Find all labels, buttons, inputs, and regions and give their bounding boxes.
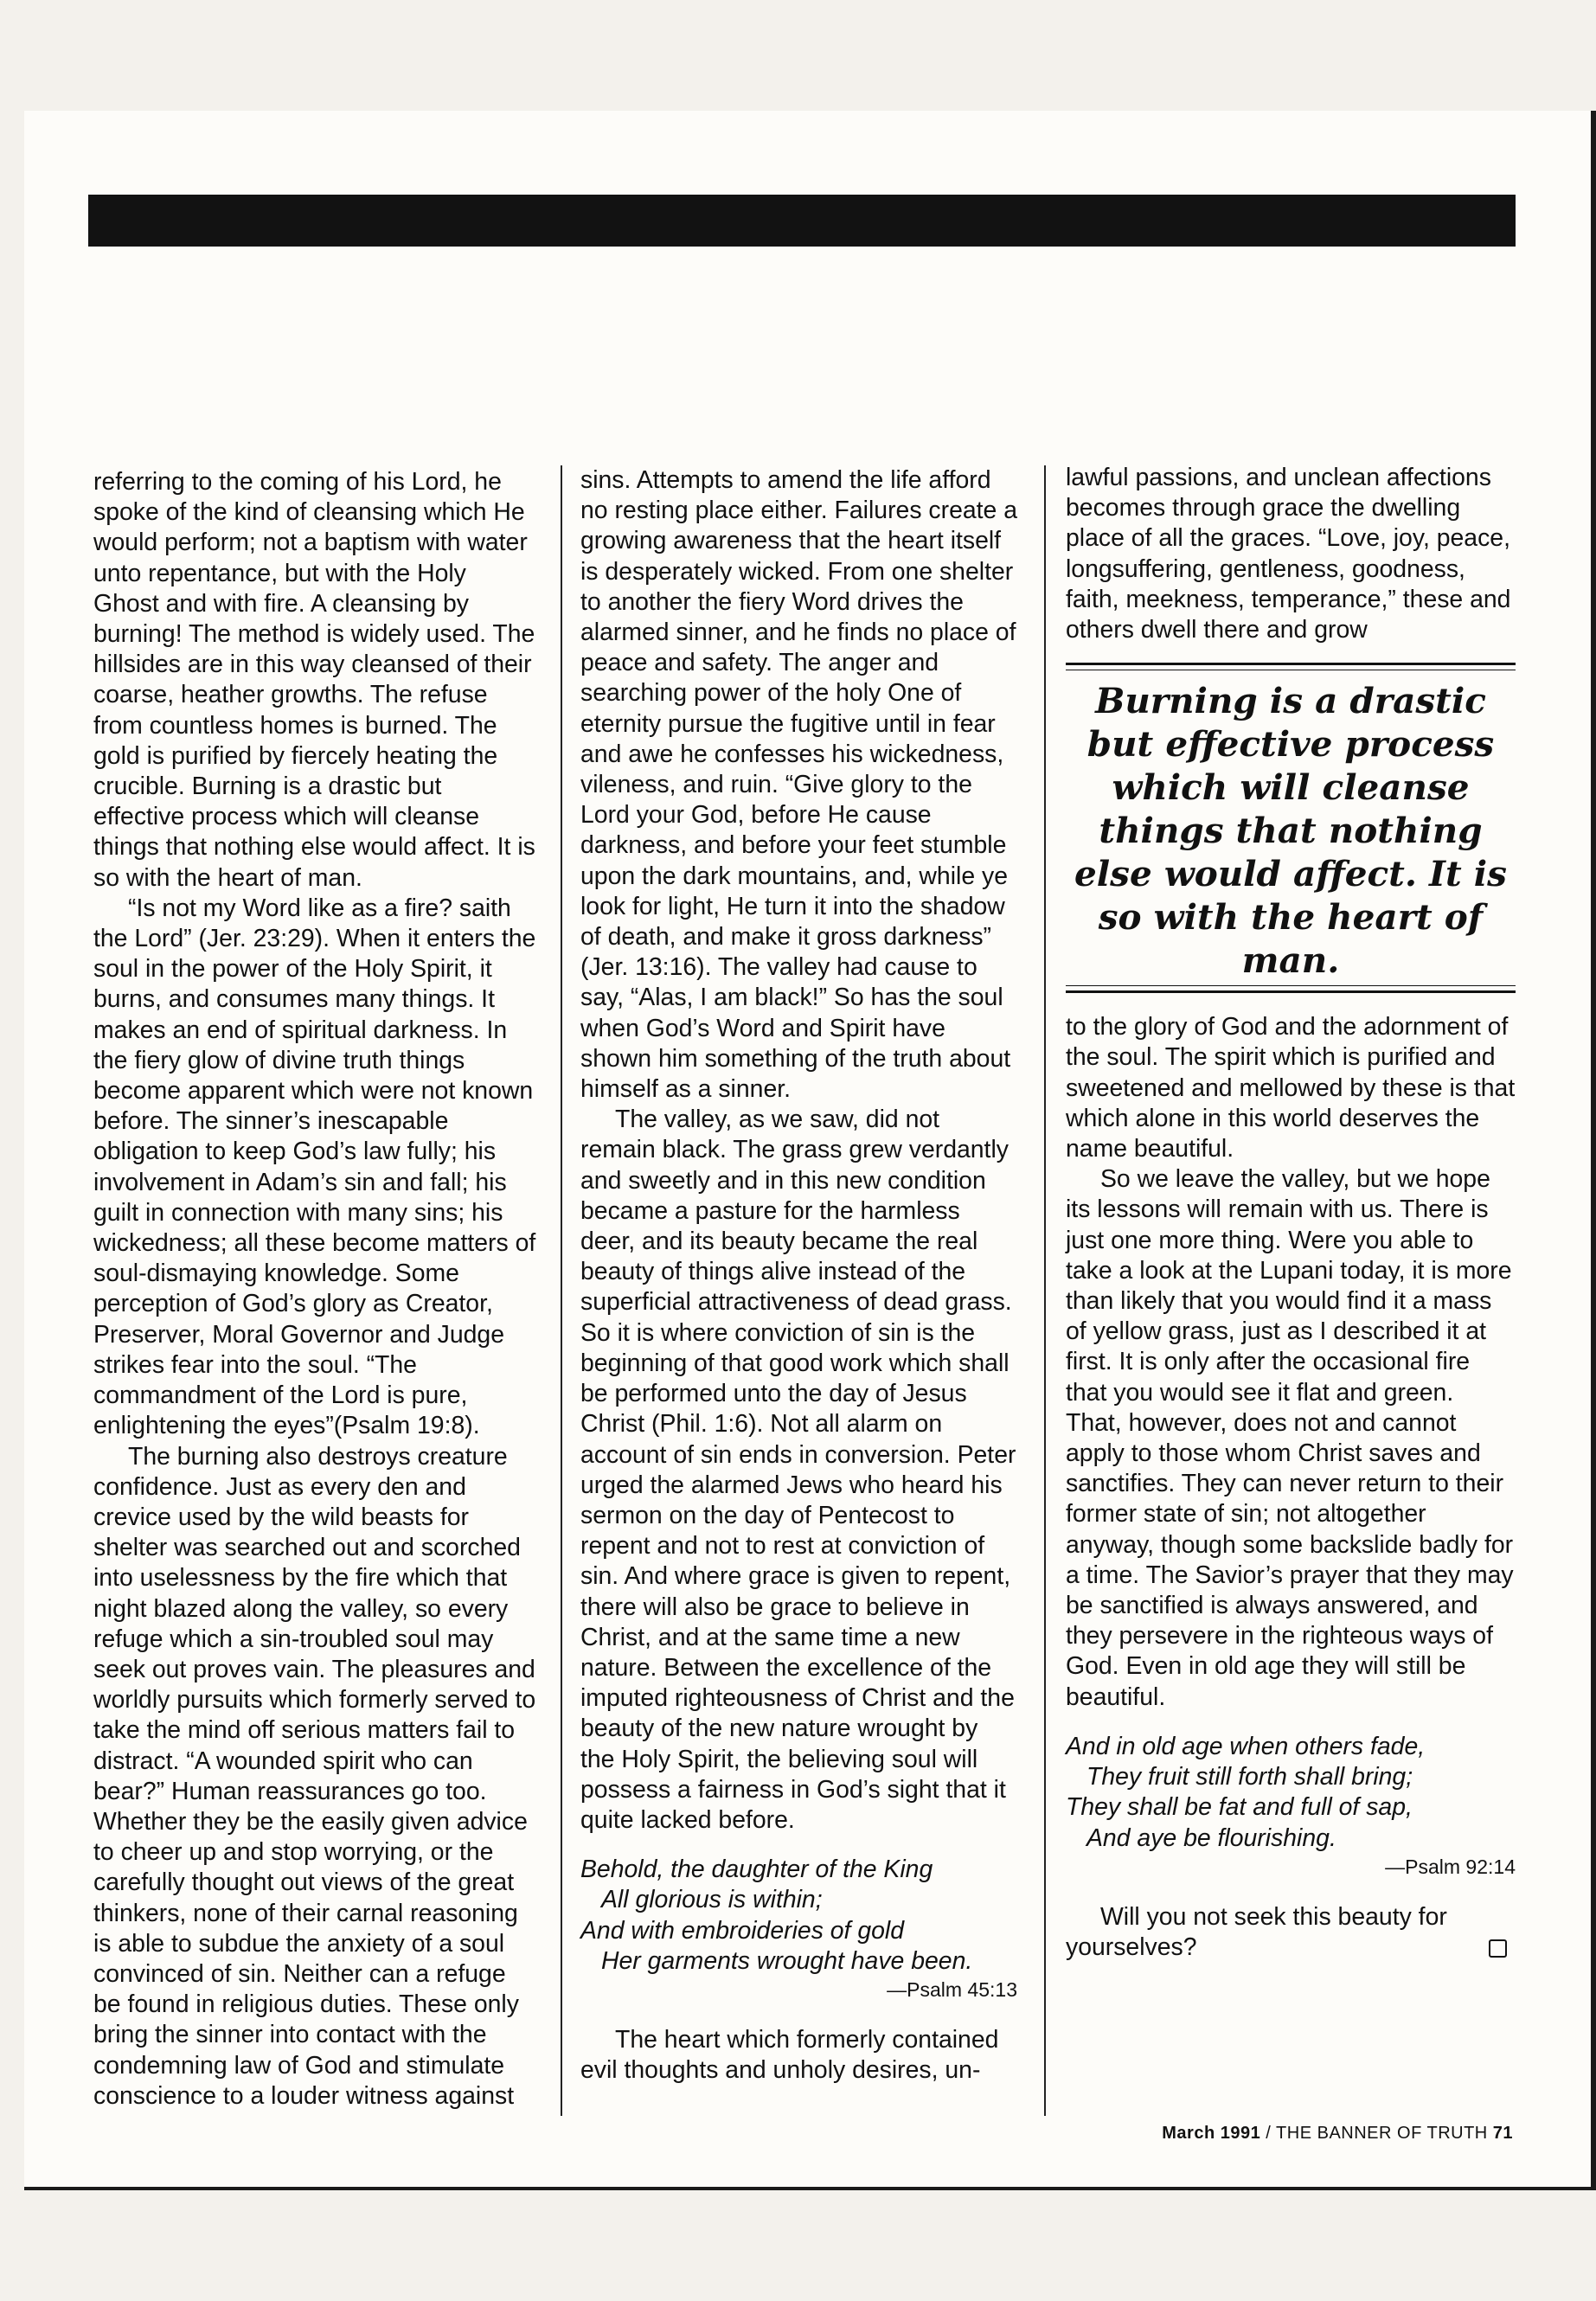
poem-line: Her garments wrought have been. <box>601 1946 973 1975</box>
poem-line: All glorious is within; <box>601 1886 823 1914</box>
paragraph: lawful passions, and unclean affections becomes through grace the dwelling place of all the graces. “Love, joy, peace, longsuffering, gentleness, goodness, faith, meekness, temperance,” these and others dwell there and grow <box>1066 464 1511 644</box>
header-band <box>88 195 1516 247</box>
issue-date: March 1991 <box>1162 2124 1261 2143</box>
paragraph: The burning also destroys creature confidence. Just as every den and crevice used by the wild beasts for shelter was searched out and scorched into uselessness by the fire which that night blazed along the valley, so every refuge which a sin-troubled soul may seek out proves vain. The pleasures and worldly pursuits which formerly served to take the mind off serious matters fail to distract. “A wounded spirit who can bear?” Human reassurances go too. Whether they be the easily given advice to cheer up and stop worrying, or the carefully thought out views of the great thinkers, none of their carnal reasoning is able to subdue the anxiety of a soul convinced of sin. Neither can a refuge be found in religious duties. These only bring the sinner into contact with the condemning law of God and stimulate conscience to a louder witness against <box>93 1442 536 2110</box>
poem-line: And in old age when others fade, <box>1066 1732 1426 1760</box>
page-number: 71 <box>1492 2124 1513 2143</box>
paragraph: sins. Attempts to amend the life afford no resting place either. Failures create a growing awareness that the heart itself is desperately wicked. From one shelter to another the fiery Word drives the alarmed sinner, and he finds no place of peace and safety. The anger and searching power of the holy One of eternity pursue the fugitive until in fear and awe he confesses his wickedness, vileness, and ruin. “Give glory to the Lord your God, before He cause darkness, and before your feet stumble upon the dark mountains, and, while ye look for light, He turn it into the shadow of death, and make it gross darkness” (Jer. 13:16). The valley had cause to say, “Alas, I am black!” So has the soul when God’s Word and Spirit have shown him something of the truth about himself as a sinner. <box>580 466 1018 1104</box>
poem-line: Behold, the daughter of the King <box>580 1856 933 1884</box>
poem-attribution: —Psalm 92:14 <box>1385 1855 1516 1878</box>
poem-line: They fruit still forth shall bring; <box>1086 1763 1413 1791</box>
publication-name: / THE BANNER OF TRUTH <box>1260 2124 1488 2143</box>
closing-paragraph <box>1066 1902 1516 1963</box>
paragraph: The heart which formerly contained evil thoughts and unholy desires, un- <box>580 2025 999 2085</box>
paragraph: The valley, as we saw, did not remain black. The grass grew verdantly and sweetly and in this new condition became a pasture for the harmless deer, and its beauty became the real beauty of things alive instead of the superficial attractiveness of dead grass. So it is where conviction of sin is the beginning of that good work which shall be performed unto the day of Jesus Christ (Phil. 1:6). Not all alarm on account of sin ends in conversion. Peter urged the alarmed Jews who heard his sermon on the day of Pentecost to repent and not to rest at conviction of sin. And where grace is given to repent, there will also be grace to believe in Christ, and at the same time a new nature. Between the excellence of the imputed righteousness of Christ and the beauty of the new nature wrought by the Holy Spirit, the believing soul will possess a fairness in God’s sight that it quite lacked before. <box>580 1106 1016 1834</box>
column-rule-2 <box>1044 465 1046 2116</box>
paragraph: referring to the coming of his Lord, he spoke of the kind of cleansing which He would perform; not a baptism with water unto repentance, but with the Holy Ghost and with fire. A cleansing by burning! The method is widely used. The hillsides are in this way cleansed of their coarse, heather growths. The refuse from countless homes is burned. The gold is purified by fiercely heating the crucible. Burning is a drastic but effective process which will cleanse things that nothing else would affect. It is so with the heart of man. <box>93 468 535 892</box>
column-rule-1 <box>561 465 562 2116</box>
end-mark-icon <box>1489 1939 1507 1958</box>
pull-quote: Burning is a drastic but effective process which will cleanse things that nothing else would affect. It is so with the heart of man. <box>1066 663 1516 993</box>
page-edge-bottom <box>24 2187 1596 2190</box>
poem-line: And aye be flourishing. <box>1086 1823 1336 1852</box>
article-column-1 <box>93 467 536 2112</box>
article-column-3 <box>1066 463 1516 1963</box>
article-column-2 <box>580 465 1017 2086</box>
poem-attribution: —Psalm 45:13 <box>887 1977 1017 2001</box>
paragraph: to the glory of God and the adornment of the soul. The spirit which is purified and sweetened and mellowed by these is that which alone in this world deserves the name beautiful. <box>1066 1013 1516 1163</box>
page-footer <box>1162 2124 1513 2144</box>
poem-line: And with embroideries of gold <box>580 1916 905 1945</box>
paragraph: So we leave the valley, but we hope its lessons will remain with us. There is just one more thing. Were you able to take a look at the Lupani today, it is more than likely that you would find it a mass of yellow grass, just as I described it at first. It is only after the occasional fire that you would see it flat and green. That, however, does not and cannot apply to those whom Christ saves and sanctifies. They can never return to their former state of sin; not altogether anyway, though some backslide badly for a time. The Savior’s prayer that they may be sanctified is always answered, and they persevere in the righteous ways of God. Even in old age they will still be beautiful. <box>1066 1165 1514 1711</box>
page-edge-right <box>1591 111 1596 2190</box>
poem-line: They shall be fat and full of sap, <box>1066 1793 1413 1822</box>
closing-text: Will you not seek this beauty for yourselves? <box>1066 1902 1447 1961</box>
paragraph: “Is not my Word like as a fire? saith the Lord” (Jer. 23:29). When it enters the soul in the power of the Holy Spirit, it burns, and consumes many things. It makes an end of spiritual darkness. In the fiery glow of divine truth things become apparent which were not known before. The sinner’s inescapable obligation to keep God’s law fully; his involvement in Adam’s sin and fall; his guilt in connection with many sins; his wickedness; all these become matters of soul-dismaying knowledge. Some perception of God’s glory as Creator, Preserver, Moral Governor and Judge strikes fear into the soul. “The commandment of the Lord is pure, enlightening the eyes”(Psalm 19:8). <box>93 894 536 1440</box>
psalm-quote <box>1066 1732 1516 1880</box>
psalm-quote <box>580 1855 1017 2003</box>
